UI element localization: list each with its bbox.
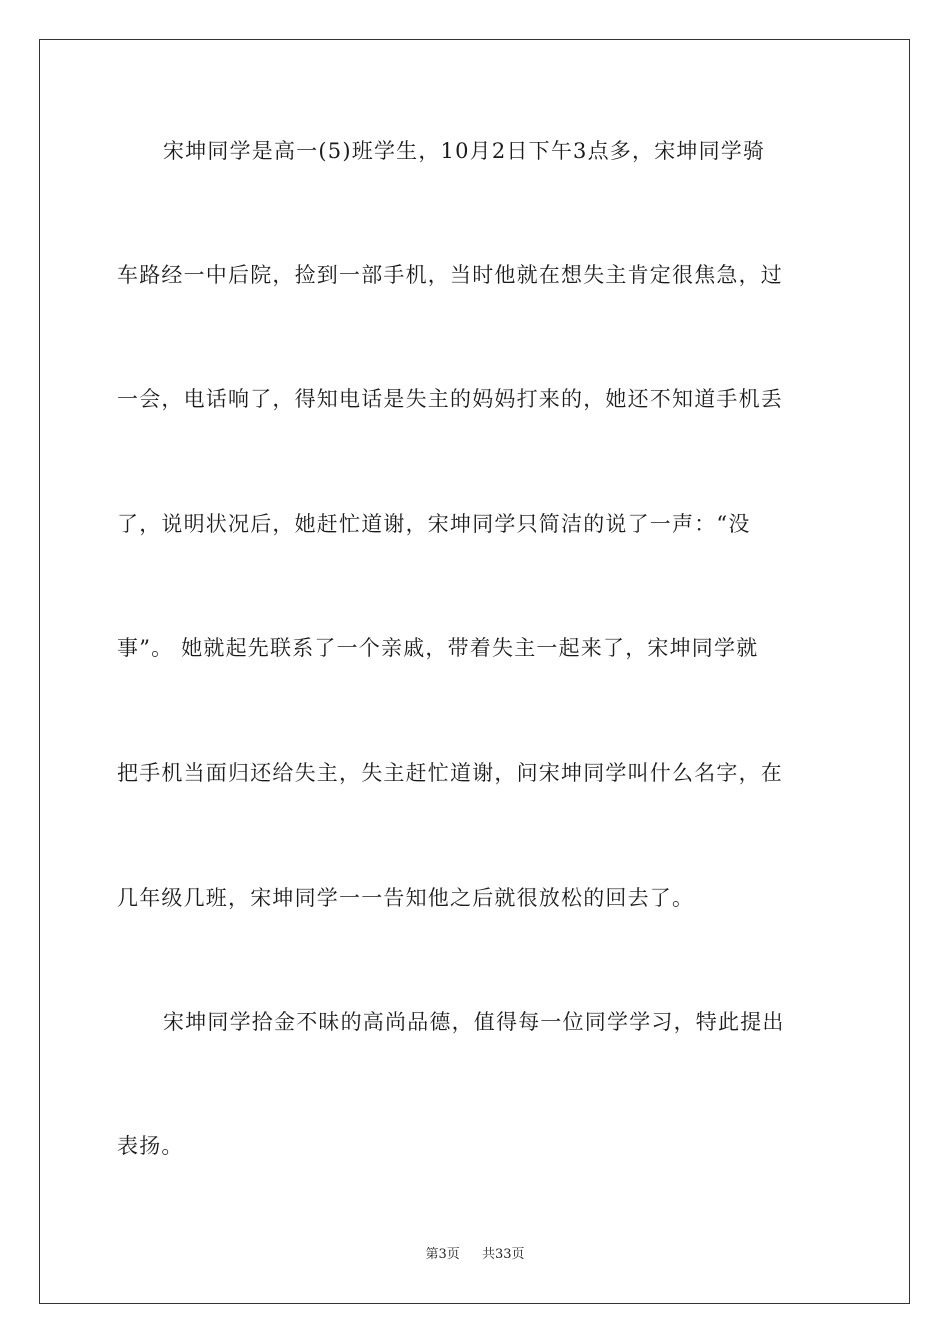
paragraph-1-line-7: 几年级几班，宋坤同学一一告知他之后就很放松的回去了。 xyxy=(117,886,695,910)
paragraph-1-line-3: 一会，电话响了，得知电话是失主的妈妈打来的，她还不知道手机丢 xyxy=(117,387,783,411)
paragraph-2-line-1: 宋坤同学拾金不昧的高尚品德，值得每一位同学学习，特此提出 xyxy=(163,1010,785,1034)
paragraph-1-line-6: 把手机当面归还给失主，失主赶忙道谢，问宋坤同学叫什么名字，在 xyxy=(117,761,783,785)
page-number-total: 共33页 xyxy=(482,1247,525,1262)
page-border xyxy=(39,39,910,1304)
page-number-current: 第3页 xyxy=(425,1247,460,1262)
page-footer xyxy=(0,1246,950,1264)
paragraph-1-line-5: 事”。 她就起先联系了一个亲戚，带着失主一起来了，宋坤同学就 xyxy=(117,636,759,660)
paragraph-1-line-4: 了，说明状况后，她赶忙道谢，宋坤同学只简洁的说了一声：“没 xyxy=(117,512,751,536)
paragraph-2-line-2: 表扬。 xyxy=(117,1134,184,1158)
paragraph-1-line-2: 车路经一中后院，捡到一部手机，当时他就在想失主肯定很焦急，过 xyxy=(117,263,783,287)
paragraph-1-line-1: 宋坤同学是高一(5)班学生，10月2日下午3点多，宋坤同学骑 xyxy=(163,139,766,163)
